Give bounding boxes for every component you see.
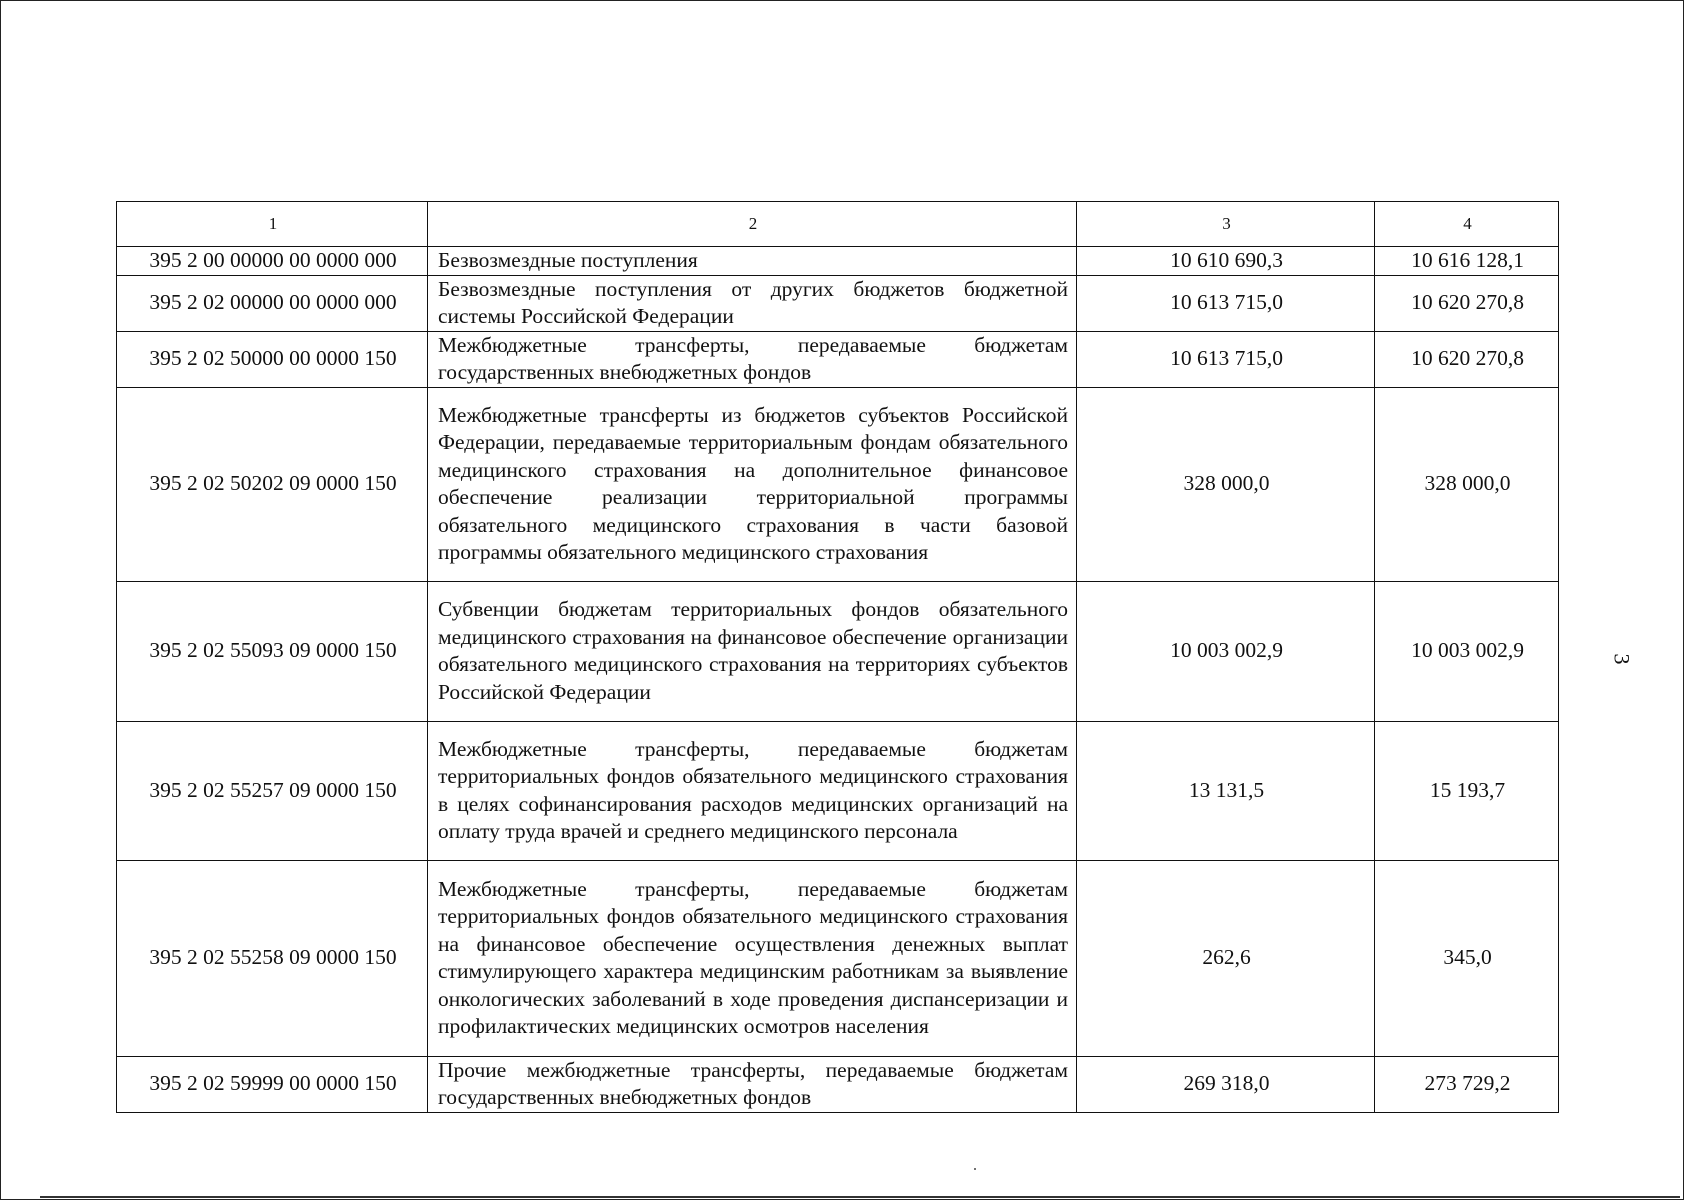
row-name: Субвенции бюджетам территориальных фондов обязательного медицинского страхования на финансовое обеспечение организации обязательного медицинского страхования на территориях субъектов Российской Федерации [428,581,1077,721]
row-code: 395 2 02 50202 09 0000 150 [117,387,428,581]
page-number: 3 [1609,653,1635,665]
table-row [117,860,1559,1056]
header-col-2: 2 [428,202,1077,247]
scan-speck [974,1168,976,1170]
row-value-col3: 262,6 [1077,860,1375,1056]
row-value-col4: 10 620 270,8 [1375,331,1559,387]
table-row [117,275,1559,331]
row-code: 395 2 02 50000 00 0000 150 [117,331,428,387]
table-row [117,721,1559,860]
row-value-col3: 10 003 002,9 [1077,581,1375,721]
table-row [117,247,1559,276]
row-name: Межбюджетные трансферты, передаваемые бюджетам территориальных фондов обязательного медицинского страхования в целях софинансирования расходов медицинских организаций на оплату труда врачей и среднего медицинского персонала [428,721,1077,860]
row-code: 395 2 02 59999 00 0000 150 [117,1056,428,1112]
row-name: Безвозмездные поступления от других бюджетов бюджетной системы Российской Федерации [428,275,1077,331]
row-code: 395 2 02 55093 09 0000 150 [117,581,428,721]
row-value-col4: 10 003 002,9 [1375,581,1559,721]
row-code: 395 2 00 00000 00 0000 000 [117,247,428,276]
row-value-col3: 10 613 715,0 [1077,275,1375,331]
row-name: Безвозмездные поступления [428,247,1077,276]
bottom-rule [40,1196,1680,1198]
budget-table [116,201,1559,1113]
row-value-col3: 269 318,0 [1077,1056,1375,1112]
table-row [117,331,1559,387]
row-value-col3: 328 000,0 [1077,387,1375,581]
row-name: Межбюджетные трансферты, передаваемые бюджетам государственных внебюджетных фондов [428,331,1077,387]
row-name: Межбюджетные трансферты, передаваемые бюджетам территориальных фондов обязательного медицинского страхования на финансовое обеспечение осуществления денежных выплат стимулирующего характера медицинским работникам за выявление онкологических заболеваний в ходе проведения диспансеризации и профилактических медицинских осмотров населения [428,860,1077,1056]
row-value-col4: 345,0 [1375,860,1559,1056]
row-value-col4: 15 193,7 [1375,721,1559,860]
row-value-col4: 10 616 128,1 [1375,247,1559,276]
row-name: Межбюджетные трансферты из бюджетов субъектов Российской Федерации, передаваемые территориальным фондам обязательного медицинского страхования на дополнительное финансовое обеспечение реализации территориальной программы обязательного медицинского страхования в части базовой программы обязательного медицинского страхования [428,387,1077,581]
table-row [117,581,1559,721]
header-col-4: 4 [1375,202,1559,247]
row-code: 395 2 02 55258 09 0000 150 [117,860,428,1056]
table-row [117,1056,1559,1112]
row-value-col4: 328 000,0 [1375,387,1559,581]
row-value-col3: 10 610 690,3 [1077,247,1375,276]
row-value-col3: 13 131,5 [1077,721,1375,860]
row-value-col3: 10 613 715,0 [1077,331,1375,387]
row-name: Прочие межбюджетные трансферты, передаваемые бюджетам государственных внебюджетных фондов [428,1056,1077,1112]
row-value-col4: 273 729,2 [1375,1056,1559,1112]
table-header-row [117,202,1559,247]
header-col-3: 3 [1077,202,1375,247]
row-code: 395 2 02 55257 09 0000 150 [117,721,428,860]
header-col-1: 1 [117,202,428,247]
row-value-col4: 10 620 270,8 [1375,275,1559,331]
row-code: 395 2 02 00000 00 0000 000 [117,275,428,331]
table-row [117,387,1559,581]
